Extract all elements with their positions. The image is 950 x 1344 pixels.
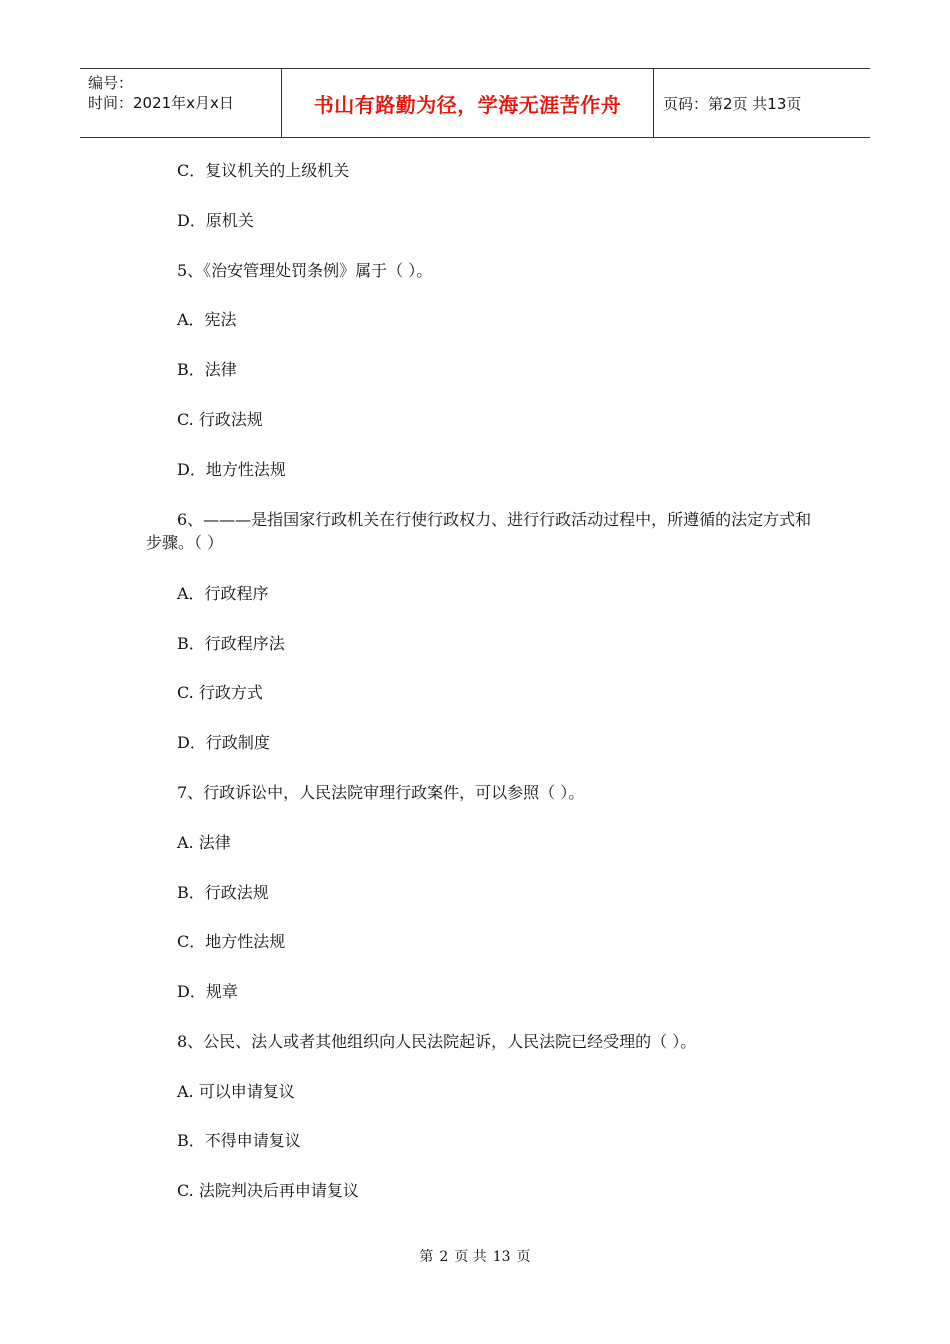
option-line: D．原机关 [177, 211, 254, 230]
page-footer [0, 1246, 950, 1266]
option-line: C. 法院判决后再申请复议 [177, 1181, 359, 1200]
option-line: C．复议机关的上级机关 [177, 161, 350, 180]
footer-middle: 页 共 [454, 1249, 487, 1265]
document-number-label: 编号： [88, 74, 134, 92]
question-7: 7、行政诉讼中，人民法院审理行政案件，可以参照（ ）。 [177, 783, 585, 802]
option-line: A．宪法 [177, 310, 237, 329]
page-header [80, 68, 870, 138]
option-line: C．地方性法规 [177, 932, 286, 951]
question-6: 6、———是指国家行政机关在行使行政权力、进行行政活动过程中，所遵循的法定方式和步骤。（ ） [146, 510, 812, 552]
option-line: A. 法律 [177, 833, 231, 852]
option-line: A．行政程序 [177, 584, 269, 603]
header-motto: 书山有路勤为径，学海无涯苦作舟 [313, 92, 622, 117]
option-line: D．规章 [177, 982, 238, 1001]
footer-suffix: 页 [516, 1249, 531, 1265]
document-date: 时间：2021年x月x日 [88, 94, 234, 112]
option-line: A. 可以申请复议 [177, 1082, 295, 1101]
footer-page-total: 13 [492, 1249, 511, 1265]
option-line: B．不得申请复议 [177, 1131, 301, 1150]
option-line: C. 行政方式 [177, 683, 263, 702]
footer-page-number: 2 [439, 1249, 449, 1265]
footer-prefix: 第 [419, 1249, 434, 1265]
option-line: D．行政制度 [177, 733, 270, 752]
option-line: B．法律 [177, 360, 237, 379]
header-right-cell [654, 69, 870, 137]
header-middle-cell [281, 69, 654, 137]
question-8: 8、公民、法人或者其他组织向人民法院起诉，人民法院已经受理的（ ）。 [177, 1032, 697, 1051]
header-page-info: 页码：第2页 共13页 [663, 94, 802, 113]
header-left-cell [80, 69, 281, 137]
option-line: B．行政程序法 [177, 634, 285, 653]
option-line: B．行政法规 [177, 883, 269, 902]
question-5: 5、《治安管理处罚条例》属于（ ）。 [177, 261, 433, 280]
option-line: D．地方性法规 [177, 460, 286, 479]
option-line: C. 行政法规 [177, 410, 263, 429]
